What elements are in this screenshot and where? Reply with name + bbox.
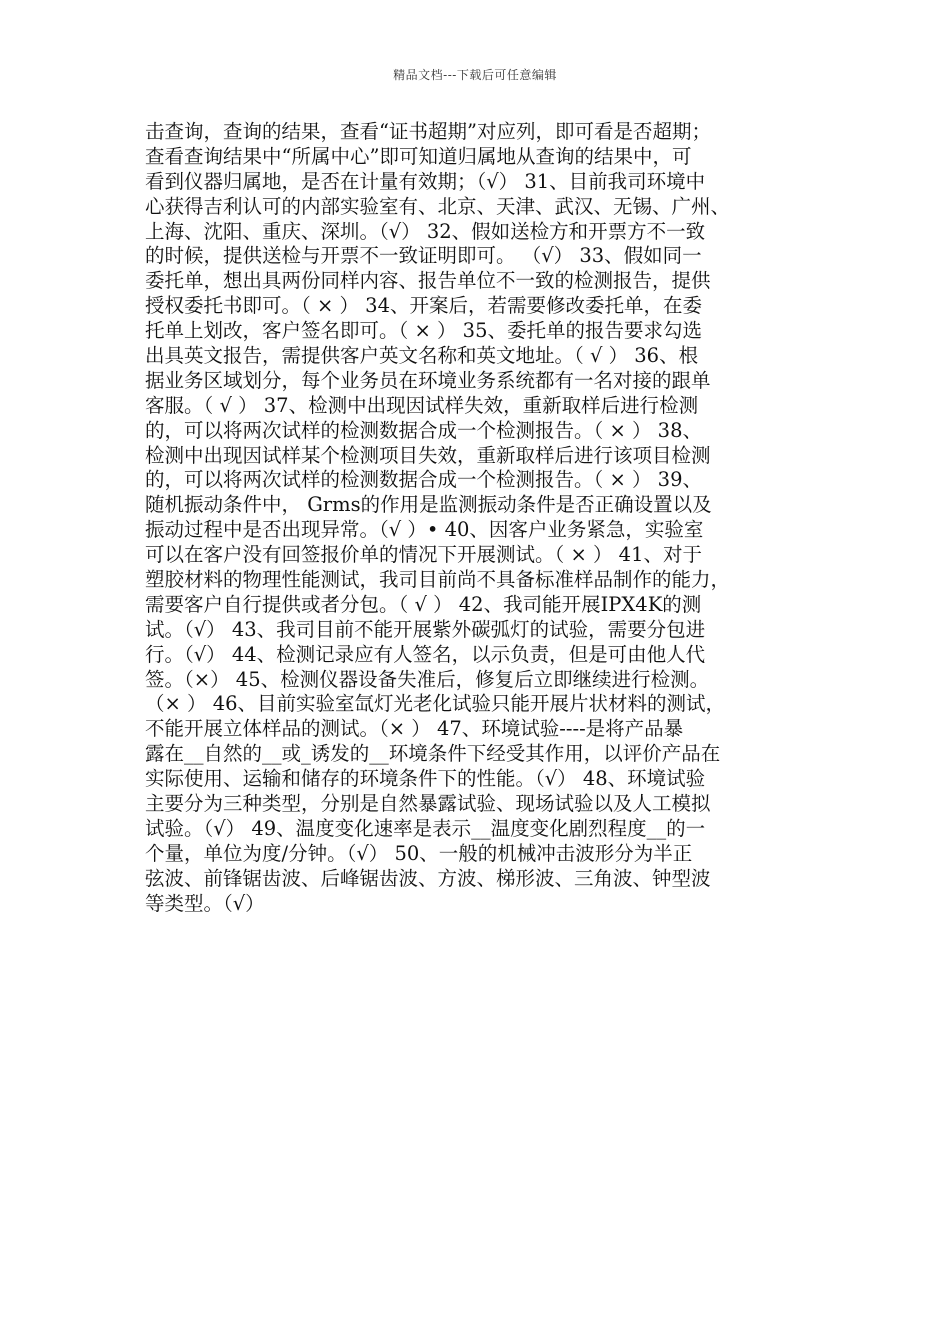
text-line: 个量，单位为度/分钟。（√） 50、一般的机械冲击波形分为半正: [145, 841, 693, 865]
text-line: 查看查询结果中“所属中心”即可知道归属地从查询的结果中，可: [145, 144, 692, 168]
text-line: 行。（√） 44、检测记录应有人签名，以示负责，但是可由他人代: [145, 642, 706, 666]
text-line: 检测中出现因试样某个检测项目失效，重新取样后进行该项目检测: [145, 443, 711, 467]
text-line: 主要分为三种类型，分别是自然暴露试验、现场试验以及人工模拟: [145, 792, 711, 816]
document-body: [145, 120, 810, 917]
text-line: 塑胶材料的物理性能测试，我司目前尚不具备标准样品制作的能力，: [145, 568, 731, 592]
page-header: 精品文档---下载后可任意编辑: [393, 68, 557, 82]
text-line: 振动过程中是否出现异常。（√ ）• 40、因客户业务紧急，实验室: [145, 518, 704, 542]
text-line: 的，可以将两次试样的检测数据合成一个检测报告。（ × ） 38、: [145, 418, 702, 442]
text-line: 据业务区域划分，每个业务员在环境业务系统都有一名对接的跟单: [145, 368, 711, 392]
text-line: 签。（×） 45、检测仪器设备失准后，修复后立即继续进行检测。: [145, 667, 710, 691]
text-line: 出具英文报告，需提供客户英文名称和英文地址。（ √ ） 36、根: [145, 344, 699, 368]
text-line: 击查询，查询的结果，查看“证书超期”对应列，即可看是否超期；: [145, 120, 711, 143]
text-line: （× ） 46、目前实验室氙灯光老化试验只能开展片状材料的测试，: [145, 692, 726, 716]
text-line: 等类型。（√）: [145, 891, 265, 915]
text-line: 授权委托书即可。（ × ） 34、开案后，若需要修改委托单，在委: [145, 294, 702, 318]
text-line: 弦波、前锋锯齿波、后峰锯齿波、方波、梯形波、三角波、钟型波: [145, 866, 711, 890]
text-line: 随机振动条件中， Grms的作用是监测振动条件是否正确设置以及: [145, 493, 712, 517]
text-line: 实际使用、运输和储存的环境条件下的性能。（√） 48、环境试验: [145, 767, 706, 791]
text-line: 需要客户自行提供或者分包。（ √ ） 42、我司能开展IPX4K的测: [145, 592, 702, 616]
text-line: 不能开展立体样品的测试。（× ） 47、环境试验----是将产品暴: [145, 717, 684, 741]
text-line: 委托单，想出具两份同样内容、报告单位不一致的检测报告，提供: [145, 269, 711, 293]
text-line: 上海、沈阳、重庆、深圳。（√） 32、假如送检方和开票方不一致: [145, 219, 706, 243]
text-line: 托单上划改，客户签名即可。（ × ） 35、委托单的报告要求勾选: [145, 319, 702, 343]
text-line: 试。（√） 43、我司目前不能开展紫外碳弧灯的试验，需要分包进: [145, 617, 706, 641]
text-line: 露在__自然的__或_诱发的__环境条件下经受其作用，以评价产品在: [145, 742, 721, 766]
text-line: 的，可以将两次试样的检测数据合成一个检测报告。（ × ） 39、: [145, 468, 702, 492]
text-line: 试验。（√） 49、温度变化速率是表示__温度变化剧烈程度__的一: [145, 816, 706, 840]
text-line: 心获得吉利认可的内部实验室有、北京、天津、武汉、无锡、广州、: [145, 194, 731, 218]
text-line: 可以在客户没有回签报价单的情况下开展测试。（ × ） 41、对于: [145, 543, 702, 567]
text-line: 的时候，提供送检与开票不一致证明即可。 （√） 33、假如同一: [145, 244, 702, 268]
text-line: 看到仪器归属地，是否在计量有效期；（√） 31、目前我司环境中: [145, 169, 706, 193]
text-line: 客服。（ √ ） 37、检测中出现因试样失效，重新取样后进行检测: [145, 393, 699, 417]
